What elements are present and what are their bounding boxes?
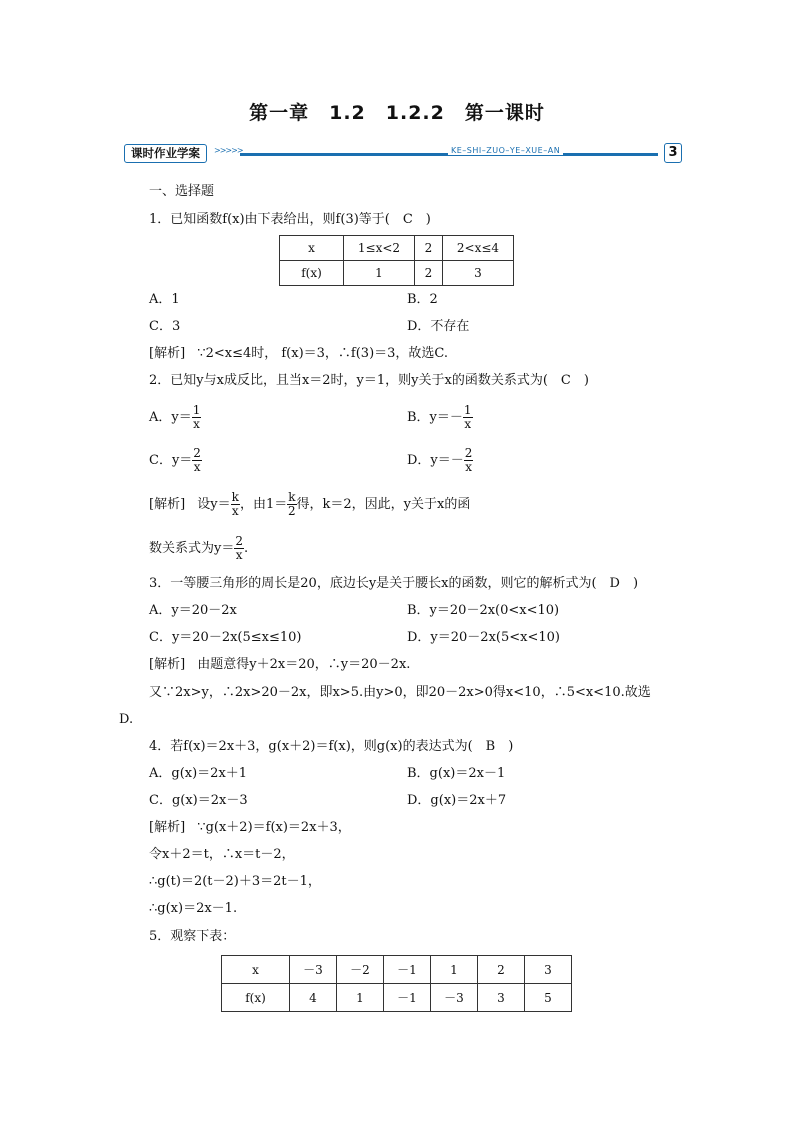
analysis-text: 由题意得y＋2x＝20，∴y＝20－2x. — [197, 657, 411, 672]
q1-option-b: B．2 — [407, 292, 438, 307]
numerator: 2 — [193, 446, 201, 460]
table-row — [222, 984, 572, 1012]
q3-analysis — [149, 656, 410, 674]
denominator: 2 — [288, 504, 296, 518]
denominator: x — [235, 548, 243, 562]
q4-option-a: A．g(x)＝2x＋1 — [149, 766, 248, 781]
table-cell: 2 — [415, 236, 443, 261]
analysis-text: ，由1＝ — [239, 497, 288, 512]
fraction — [192, 404, 202, 431]
table-cell: f(x) — [280, 261, 344, 286]
table-cell: 2 — [478, 956, 525, 984]
q2-option-b — [407, 400, 473, 436]
analysis-text: . — [244, 541, 249, 556]
option-prefix: B．y＝－ — [407, 410, 463, 425]
table-cell: －3 — [290, 956, 337, 984]
numerator: k — [288, 490, 296, 504]
q3-analysis-line2: 又∵2x>y，∴2x>20－2x，即x>5.由y>0，即20－2x>0得x<10，∴5<x<10.故选 — [149, 685, 651, 700]
table-cell: 1 — [431, 956, 478, 984]
table-cell: x — [280, 236, 344, 261]
fraction — [464, 447, 474, 474]
denominator: x — [231, 504, 239, 518]
denominator: x — [193, 460, 201, 474]
analysis-text: 得，k＝2，因此，y关于x的函 — [296, 497, 471, 512]
q2-analysis — [149, 487, 470, 523]
numerator: 1 — [192, 403, 201, 417]
table-cell: f(x) — [222, 984, 290, 1012]
fraction — [192, 447, 202, 474]
q3-option-c: C．y＝20－2x(5≤x≤10) — [149, 630, 302, 645]
q3-analysis-line3: D. — [119, 712, 134, 727]
banner — [122, 143, 682, 165]
q4-option-c: C．g(x)＝2x－3 — [149, 793, 248, 808]
q1-stem: 1．已知函数f(x)由下表给出，则f(3)等于( C ) — [149, 212, 431, 227]
numerator: 2 — [464, 446, 473, 460]
q4-stem: 4．若f(x)＝2x＋3，g(x＋2)＝f(x)，则g(x)的表达式为( B ) — [149, 739, 514, 754]
table-cell: 1≤x<2 — [344, 236, 415, 261]
table-row — [222, 956, 572, 984]
q3-option-d: D．y＝20－2x(5<x<10) — [407, 630, 560, 645]
table-cell: 2 — [415, 261, 443, 286]
option-prefix: D．y＝－ — [407, 453, 464, 468]
table-cell: 2<x≤4 — [443, 236, 514, 261]
banner-pinyin: KE–SHI–ZUO–YE–XUE–AN — [448, 146, 563, 155]
page-title: 第一章 1.2 1.2.2 第一课时 — [249, 102, 545, 124]
numerator: 2 — [235, 534, 243, 548]
q4-analysis-line3: ∴g(t)＝2(t－2)＋3＝2t－1， — [149, 874, 321, 889]
table-cell: 1 — [337, 984, 384, 1012]
table-cell: 3 — [443, 261, 514, 286]
analysis-text: 设y＝ — [197, 497, 231, 512]
q2-option-a — [149, 400, 201, 436]
table-cell: －1 — [384, 956, 431, 984]
denominator: x — [193, 417, 200, 431]
q2-option-c — [149, 443, 202, 479]
table-cell: 3 — [525, 956, 572, 984]
analysis-text: 数关系式为y＝ — [149, 541, 235, 556]
table-cell: －3 — [431, 984, 478, 1012]
q5-stem: 5．观察下表： — [149, 929, 236, 944]
q3-option-a: A．y＝20－2x — [149, 603, 237, 618]
fraction — [463, 404, 473, 431]
section-heading: 一、选择题 — [149, 184, 215, 199]
analysis-text: ∵2<x≤4时， f(x)＝3，∴f(3)＝3，故选C. — [197, 346, 449, 361]
q4-analysis — [149, 819, 351, 837]
fraction — [287, 491, 296, 518]
option-prefix: A．y＝ — [149, 410, 192, 425]
q4-option-b: B．g(x)＝2x－1 — [407, 766, 506, 781]
denominator: x — [464, 417, 472, 431]
q3-stem: 3．一等腰三角形的周长是20，底边长y是关于腰长x的函数，则它的解析式为( D ) — [149, 576, 639, 591]
q4-analysis-line2: 令x＋2＝t，∴x＝t－2， — [149, 847, 295, 862]
fraction — [234, 535, 244, 562]
fraction — [231, 491, 240, 518]
q1-option-c: C．3 — [149, 319, 181, 334]
analysis-text: ∵g(x＋2)＝f(x)＝2x＋3， — [197, 820, 351, 835]
banner-number: 3 — [664, 143, 682, 163]
option-prefix: C．y＝ — [149, 453, 193, 468]
analysis-tag: [解析] — [149, 820, 186, 835]
table-cell: 5 — [525, 984, 572, 1012]
q3-option-b: B．y＝20－2x(0<x<10) — [407, 603, 560, 618]
q1-option-a: A．1 — [149, 292, 180, 307]
numerator: 1 — [463, 403, 472, 417]
table-cell: －1 — [384, 984, 431, 1012]
q1-option-d: D．不存在 — [407, 319, 470, 334]
q2-stem: 2．已知y与x成反比，且当x＝2时，y＝1，则y关于x的函数关系式为( C ) — [149, 373, 589, 388]
q1-analysis — [149, 345, 448, 363]
analysis-tag: [解析] — [149, 497, 186, 512]
table-cell: x — [222, 956, 290, 984]
q4-analysis-line4: ∴g(x)＝2x－1. — [149, 901, 238, 916]
table-cell: 3 — [478, 984, 525, 1012]
table-cell: 1 — [344, 261, 415, 286]
analysis-tag: [解析] — [149, 346, 186, 361]
banner-label: 课时作业学案 — [124, 144, 207, 163]
numerator: k — [231, 490, 239, 504]
q2-analysis-cont — [149, 531, 248, 567]
table-row — [280, 236, 514, 261]
q4-option-d: D．g(x)＝2x＋7 — [407, 793, 507, 808]
analysis-tag: [解析] — [149, 657, 186, 672]
banner-arrows: >>>>> — [214, 146, 243, 155]
q1-table — [279, 235, 514, 286]
q5-table — [221, 955, 572, 1012]
table-cell: －2 — [337, 956, 384, 984]
table-row — [280, 261, 514, 286]
q2-option-d — [407, 443, 473, 479]
denominator: x — [465, 460, 472, 474]
table-cell: 4 — [290, 984, 337, 1012]
